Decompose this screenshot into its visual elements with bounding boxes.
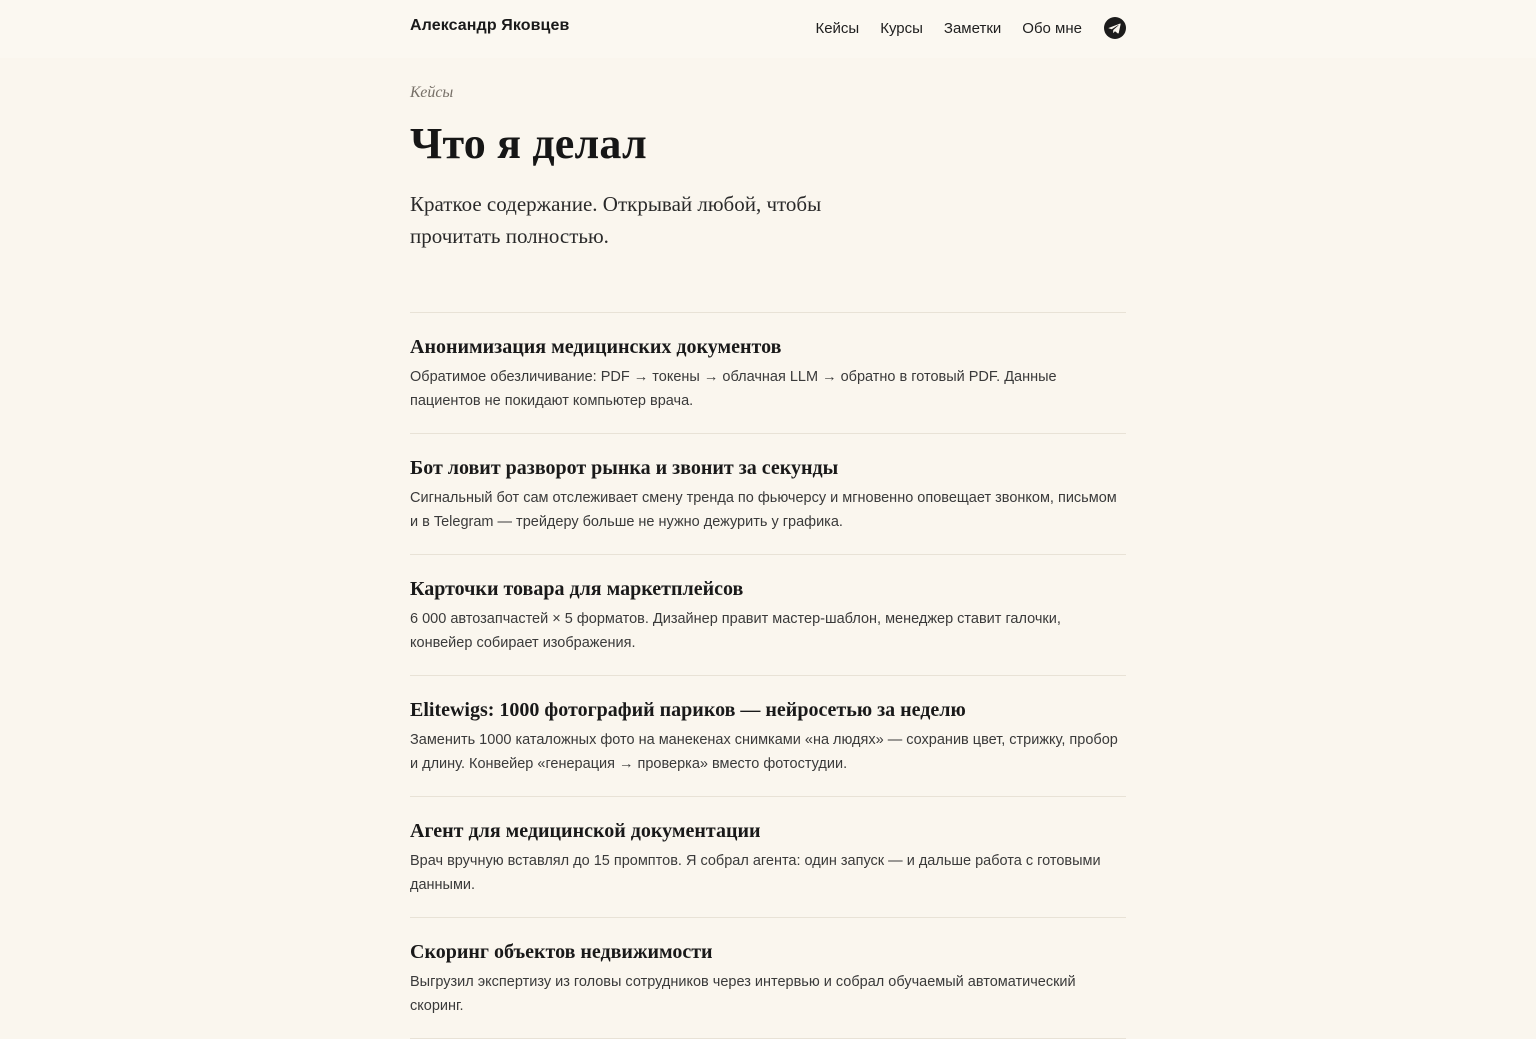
case-title: Бот ловит разворот рынка и звонит за секунды — [410, 457, 839, 479]
nav-link-notes[interactable]: Заметки — [943, 19, 1002, 37]
top-navigation — [0, 0, 1536, 58]
case-item-real-estate-scoring[interactable] — [410, 918, 1126, 1039]
case-description: 6 000 автозапчастей × 5 форматов. Дизайнер правит мастер-шаблон, менеджер ставит галочки, конвейер собирает изображения. — [410, 611, 1061, 651]
nav-link-cases[interactable]: Кейсы — [815, 19, 860, 37]
case-title: Elitewigs: 1000 фотографий париков — нейросетью за неделю — [410, 699, 966, 721]
cases-list — [410, 312, 1126, 1039]
case-description: Сигнальный бот сам отслеживает смену тренда по фьючерсу и мгновенно оповещает звонком, письмом и в Telegram — трейдеру больше не нужно дежурить у графика. — [410, 490, 1117, 530]
case-description: Выгрузил экспертизу из головы сотрудников через интервью и собрал обучаемый автоматический скоринг. — [410, 974, 1076, 1014]
section-eyebrow: Кейсы — [410, 84, 454, 101]
case-item-anonymization[interactable] — [410, 313, 1126, 434]
case-item-market-bot[interactable] — [410, 434, 1126, 555]
case-title: Агент для медицинской документации — [410, 820, 761, 842]
case-description: Заменить 1000 каталожных фото на манекенах снимками «на людях» — сохранив цвет, стрижку, пробор и длину. Конвейер «генерация → проверка» вместо фотостудии. — [410, 732, 1118, 772]
case-item-medical-agent[interactable] — [410, 797, 1126, 918]
case-description: Врач вручную вставлял до 15 промптов. Я собрал агента: один запуск — и дальше работа с готовыми данными. — [410, 853, 1101, 893]
telegram-icon-graphic — [1104, 17, 1126, 39]
main-nav — [815, 14, 1126, 42]
case-item-marketplace-cards[interactable] — [410, 555, 1126, 676]
case-title: Карточки товара для маркетплейсов — [410, 578, 744, 600]
case-title: Анонимизация медицинских документов — [410, 336, 782, 358]
nav-link-about[interactable]: Обо мне — [1022, 19, 1082, 37]
main-content — [410, 82, 1126, 1039]
page-title: Что я делал — [410, 119, 647, 168]
telegram-icon[interactable] — [1104, 17, 1126, 39]
case-item-elitewigs[interactable] — [410, 676, 1126, 797]
site-brand-link[interactable]: Александр Яковцев — [410, 17, 570, 34]
case-description: Обратимое обезличивание: PDF → токены → облачная LLM → обратно в готовый PDF. Данные пациентов не покидают компьютер врача. — [410, 369, 1057, 409]
nav-link-courses[interactable]: Курсы — [880, 19, 923, 37]
page-lead: Краткое содержание. Открывай любой, чтобы прочитать полностью. — [410, 192, 822, 248]
case-title: Скоринг объектов недвижимости — [410, 941, 713, 963]
